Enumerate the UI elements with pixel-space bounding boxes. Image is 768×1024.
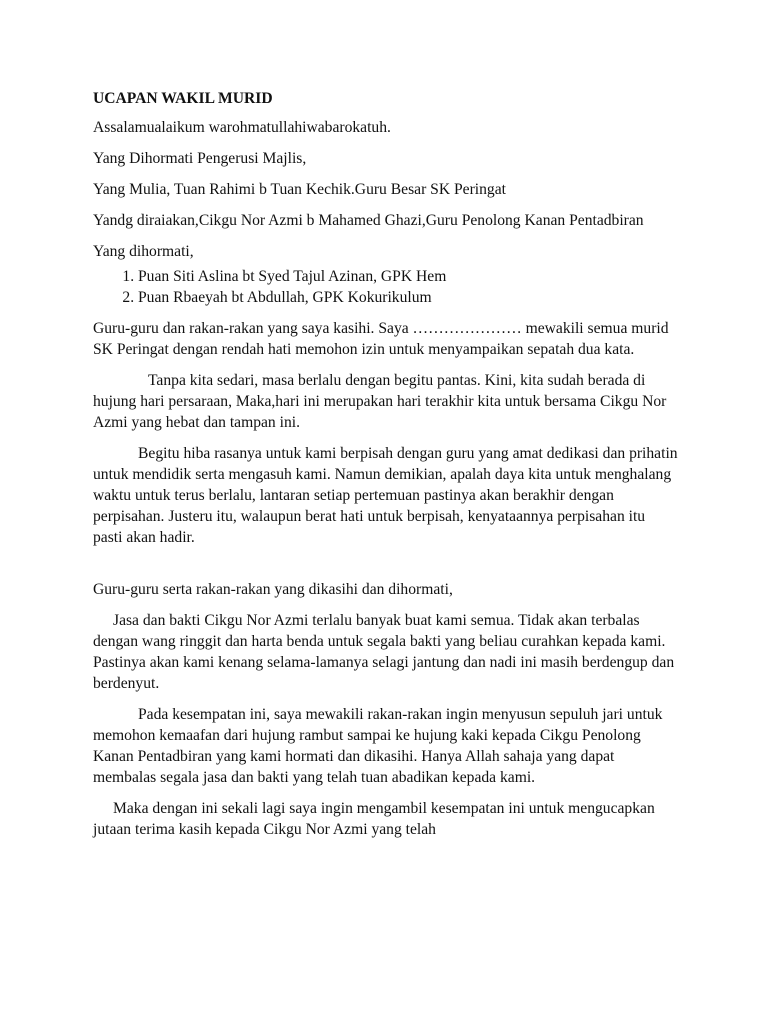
honoree-list [93, 266, 678, 308]
paragraph-service: Jasa dan bakti Cikgu Nor Azmi terlalu banyak buat kami semua. Tidak akan terbalas dengan wang ringgit dan harta benda untuk segala bakti yang beliau curahkan kepada kami. Pastinya akan kami kenang selama-lamanya selagi jantung dan nadi ini masih berdengup dan berdenyut. [93, 612, 675, 692]
greeting: Assalamualaikum warohmatullahiwabarokatuh. [93, 119, 391, 136]
paragraph-address: Guru-guru serta rakan-rakan yang dikasihi dan dihormati, [93, 581, 453, 598]
salutation-headmaster: Yang Mulia, Tuan Rahimi b Tuan Kechik.Guru Besar SK Peringat [93, 181, 506, 198]
document-title: UCAPAN WAKIL MURID [93, 90, 273, 107]
salutation-chairman: Yang Dihormati Pengerusi Majlis, [93, 150, 307, 167]
paragraph-apology: Pada kesempatan ini, saya mewakili rakan-rakan ingin menyusun sepuluh jari untuk memohon kemaafan dari hujung rambut sampai ke hujung kaki kepada Cikgu Penolong Kanan Pentadbiran yang kami hormati dan dikasihi. Hanya Allah sahaja yang dapat membalas segala jasa dan bakti yang telah tuan abadikan kepada kami. [93, 706, 663, 786]
blank-line [93, 558, 678, 579]
list-item: 1. Puan Siti Aslina bt Syed Tajul Azinan, GPK Hem [138, 266, 678, 287]
salutation-others: Yang dihormati, [93, 243, 194, 260]
paragraph-time: Tanpa kita sedari, masa berlalu dengan begitu pantas. Kini, kita sudah berada di hujung hari persaraan, Maka,hari ini merupakan hari terakhir kita untuk bersama Cikgu Nor Azmi yang hebat dan tampan ini. [93, 372, 667, 431]
salutation-honoree: Yandg diraiakan,Cikgu Nor Azmi b Mahamed Ghazi,Guru Penolong Kanan Pentadbiran [93, 212, 644, 229]
paragraph-farewell: Begitu hiba rasanya untuk kami berpisah dengan guru yang amat dedikasi dan prihatin untuk mendidik serta mengasuh kami. Namun demikian, apalah daya kita untuk menghalang waktu untuk terus berlalu, lantaran setiap pertemuan pastinya akan berakhir dengan perpisahan. Justeru itu, walaupun berat hati untuk berpisah, kenyataannya perpisahan itu pasti akan hadir. [93, 445, 678, 546]
paragraph-intro: Guru-guru dan rakan-rakan yang saya kasihi. Saya ………………… mewakili semua murid SK Peringat dengan rendah hati memohon izin untuk menyampaikan sepatah dua kata. [93, 320, 669, 358]
list-item: 2. Puan Rbaeyah bt Abdullah, GPK Kokurikulum [138, 287, 678, 308]
paragraph-thanks: Maka dengan ini sekali lagi saya ingin mengambil kesempatan ini untuk mengucapkan jutaan terima kasih kepada Cikgu Nor Azmi yang telah [93, 800, 655, 838]
